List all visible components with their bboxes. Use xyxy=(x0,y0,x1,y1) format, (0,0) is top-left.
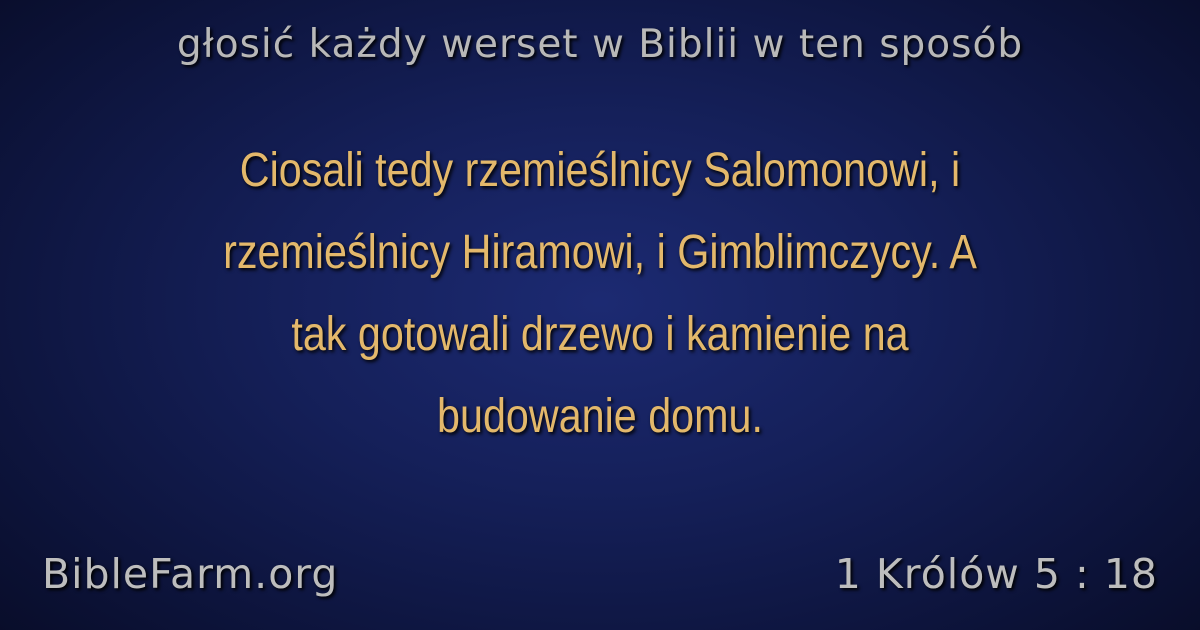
verse-line: Ciosali tedy rzemieślnicy Salomonowi, i xyxy=(239,144,961,197)
verse-line: budowanie domu. xyxy=(437,390,763,443)
verse-line: rzemieślnicy Hiramowi, i Gimblimczycy. A xyxy=(223,226,977,279)
verse-reference: 1 Królów 5 : 18 xyxy=(834,550,1158,598)
site-name: BibleFarm.org xyxy=(42,550,339,598)
tagline: głosić każdy werset w Biblii w ten sposób xyxy=(176,22,1024,67)
verse-line: tak gotowali drzewo i kamienie na xyxy=(291,308,909,361)
verse-text xyxy=(144,130,1056,458)
